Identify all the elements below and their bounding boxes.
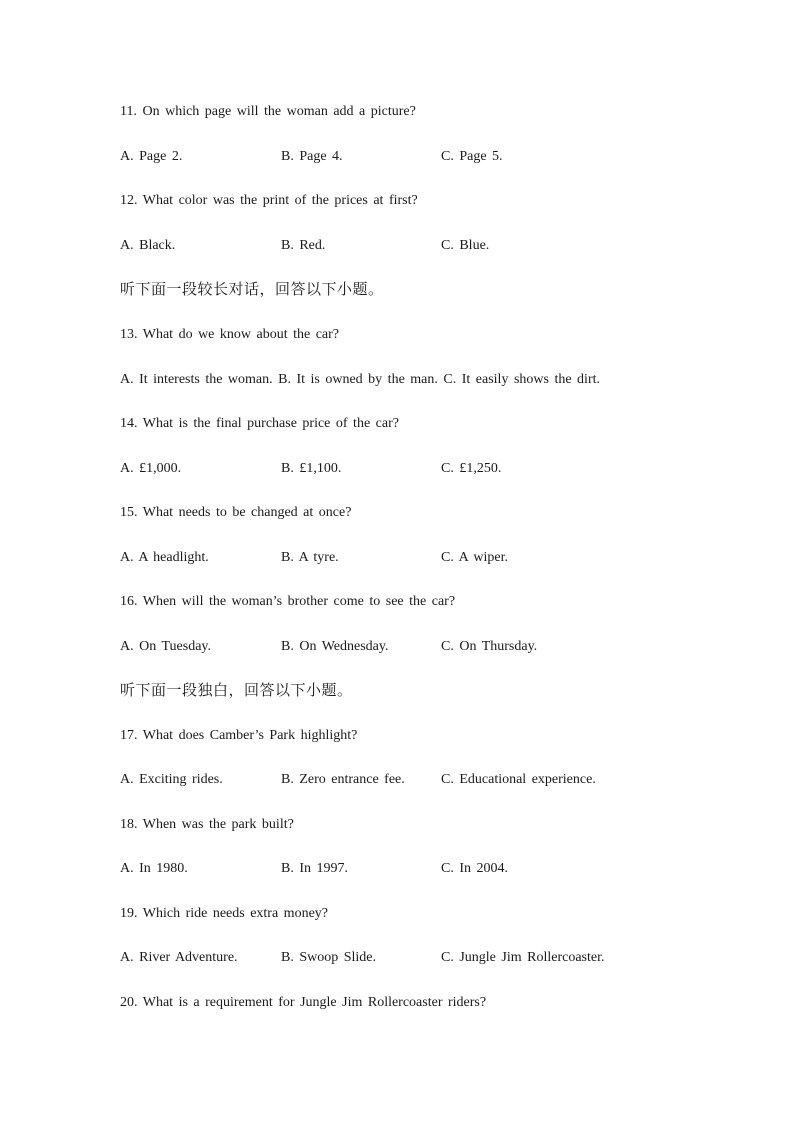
- option-b: B. Red.: [281, 238, 326, 253]
- question-15-options: [120, 549, 720, 567]
- question-12: 12. What color was the print of the prices at first?: [120, 193, 418, 208]
- question-20: 20. What is a requirement for Jungle Jim Rollercoaster riders?: [120, 995, 487, 1010]
- question-12-options: [120, 237, 720, 255]
- option-c: C. Page 5.: [441, 149, 503, 164]
- question-11-options: [120, 148, 720, 166]
- question-13: 13. What do we know about the car?: [120, 327, 340, 342]
- question-18-options: [120, 860, 720, 878]
- question-16-options: [120, 638, 720, 656]
- option-a: A. A headlight.: [120, 550, 209, 565]
- option-a: A. Black.: [120, 238, 176, 253]
- question-15: 15. What needs to be changed at once?: [120, 505, 352, 520]
- option-c: C. Jungle Jim Rollercoaster.: [441, 950, 605, 965]
- question-16: 16. When will the woman’s brother come to see the car?: [120, 594, 456, 609]
- option-b: B. Page 4.: [281, 149, 343, 164]
- option-c: C. A wiper.: [441, 550, 509, 565]
- option-b: B. On Wednesday.: [281, 639, 389, 654]
- option-a: A. £1,000.: [120, 461, 182, 476]
- section-instruction-monologue: 听下面一段独白，回答以下小题。: [120, 683, 353, 699]
- option-a: A. On Tuesday.: [120, 639, 211, 654]
- question-14: 14. What is the final purchase price of the car?: [120, 416, 399, 431]
- option-c: C. £1,250.: [441, 461, 502, 476]
- option-b: B. In 1997.: [281, 861, 348, 876]
- option-a: A. In 1980.: [120, 861, 188, 876]
- question-19-options: [120, 949, 720, 967]
- option-c: C. On Thursday.: [441, 639, 538, 654]
- option-a: A. River Adventure.: [120, 950, 238, 965]
- question-19: 19. Which ride needs extra money?: [120, 906, 329, 921]
- option-c: C. In 2004.: [441, 861, 508, 876]
- question-14-options: [120, 460, 720, 478]
- question-17: 17. What does Camber’s Park highlight?: [120, 728, 358, 743]
- question-18: 18. When was the park built?: [120, 817, 294, 832]
- option-a: A. Exciting rides.: [120, 772, 223, 787]
- option-c: C. Blue.: [441, 238, 490, 253]
- question-13-options: A. It interests the woman. B. It is owned by the man. C. It easily shows the dirt.: [120, 372, 600, 387]
- option-a: A. Page 2.: [120, 149, 183, 164]
- option-b: B. Swoop Slide.: [281, 950, 377, 965]
- section-instruction-dialogue: 听下面一段较长对话，回答以下小题。: [120, 282, 384, 298]
- option-b: B. A tyre.: [281, 550, 339, 565]
- option-b: B. Zero entrance fee.: [281, 772, 405, 787]
- option-c: C. Educational experience.: [441, 772, 596, 787]
- question-11: 11. On which page will the woman add a picture?: [120, 104, 416, 119]
- question-17-options: [120, 771, 720, 789]
- option-b: B. £1,100.: [281, 461, 342, 476]
